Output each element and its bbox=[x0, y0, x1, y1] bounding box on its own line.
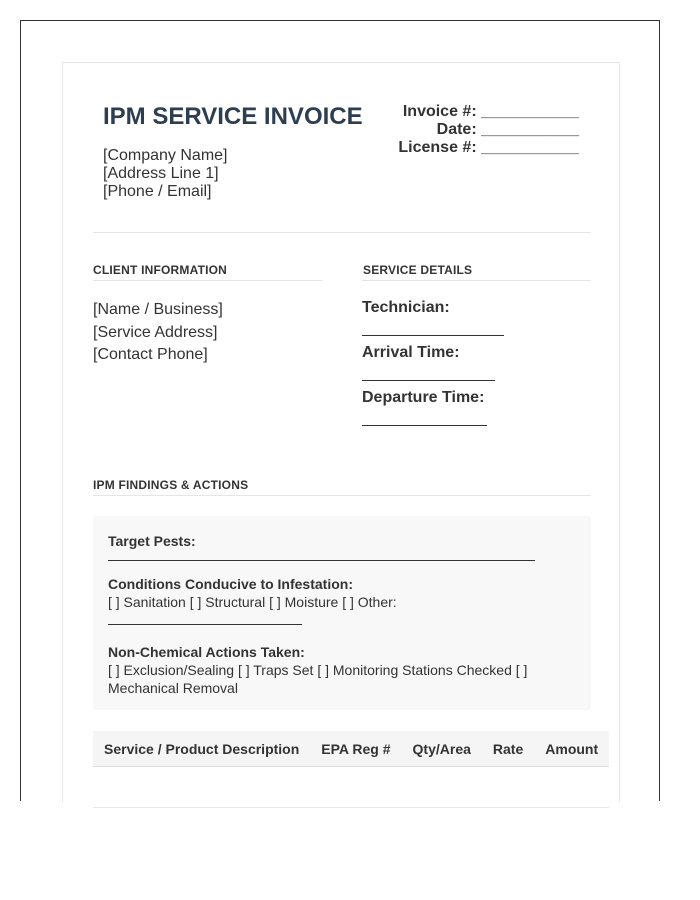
arrival-time-label: Arrival Time: bbox=[362, 344, 460, 361]
service-details-heading: SERVICE DETAILS bbox=[363, 263, 473, 277]
target-pests-label: Target Pests: bbox=[108, 533, 196, 549]
client-phone: [Contact Phone] bbox=[93, 346, 208, 363]
target-pests-blank bbox=[108, 550, 535, 561]
table-cell[interactable] bbox=[482, 767, 534, 808]
target-pests-item bbox=[108, 532, 576, 561]
header-divider bbox=[93, 232, 591, 233]
col-description: Service / Product Description bbox=[93, 731, 310, 767]
conditions-text: [ ] Sanitation [ ] Structural [ ] Moisture [ ] Other: bbox=[108, 594, 397, 610]
table-row bbox=[93, 767, 609, 808]
date-blank: ___________ bbox=[481, 121, 579, 138]
technician-label: Technician: bbox=[362, 299, 450, 316]
license-row bbox=[398, 139, 579, 157]
date-label: Date: bbox=[436, 121, 477, 138]
invoice-number-row bbox=[398, 103, 579, 121]
client-address: [Service Address] bbox=[93, 323, 218, 341]
departure-time-blank bbox=[362, 407, 487, 426]
findings-heading: IPM FINDINGS & ACTIONS bbox=[93, 478, 249, 492]
client-name: [Name / Business] bbox=[93, 301, 223, 318]
conditions-item bbox=[108, 575, 576, 629]
col-rate: Rate bbox=[482, 731, 534, 767]
invoice-sheet bbox=[20, 20, 660, 801]
findings-heading-divider bbox=[93, 495, 591, 496]
other-blank bbox=[108, 611, 302, 625]
invoice-number-label: Invoice #: bbox=[402, 103, 477, 120]
col-epa-reg: EPA Reg # bbox=[310, 731, 401, 767]
table-cell[interactable] bbox=[93, 767, 310, 808]
table-cell[interactable] bbox=[534, 767, 609, 808]
table-cell[interactable] bbox=[310, 767, 401, 808]
invoice-title: IPM SERVICE INVOICE bbox=[103, 103, 363, 130]
invoice-number-blank: ___________ bbox=[481, 103, 579, 120]
client-heading-divider bbox=[93, 280, 322, 281]
table-header-row bbox=[93, 731, 609, 767]
date-row bbox=[398, 121, 579, 139]
company-info bbox=[103, 147, 228, 201]
line-items-table bbox=[93, 731, 609, 808]
client-info-heading: CLIENT INFORMATION bbox=[93, 263, 228, 277]
conditions-label: Conditions Conducive to Infestation: bbox=[108, 576, 353, 592]
company-name: [Company Name] bbox=[103, 147, 228, 164]
company-contact: [Phone / Email] bbox=[103, 183, 212, 200]
service-heading-divider bbox=[362, 280, 591, 281]
actions-label: Non-Chemical Actions Taken: bbox=[108, 644, 305, 660]
license-blank: ___________ bbox=[481, 139, 579, 156]
col-amount: Amount bbox=[534, 731, 609, 767]
company-address: [Address Line 1] bbox=[103, 165, 219, 182]
service-details bbox=[362, 299, 592, 434]
table-cell[interactable] bbox=[402, 767, 482, 808]
license-label: License #: bbox=[398, 139, 477, 156]
technician-blank bbox=[362, 317, 504, 336]
departure-time-label: Departure Time: bbox=[362, 389, 485, 406]
actions-item bbox=[108, 643, 576, 697]
client-info bbox=[93, 299, 223, 367]
conditions-options bbox=[108, 593, 576, 629]
actions-options: [ ] Exclusion/Sealing [ ] Traps Set [ ] Monitoring Stations Checked [ ] Mechanical Removal bbox=[108, 662, 528, 696]
col-qty-area: Qty/Area bbox=[402, 731, 482, 767]
arrival-time-blank bbox=[362, 362, 495, 381]
invoice-meta bbox=[398, 103, 579, 157]
invoice-page bbox=[62, 62, 620, 802]
findings-box bbox=[93, 516, 591, 710]
